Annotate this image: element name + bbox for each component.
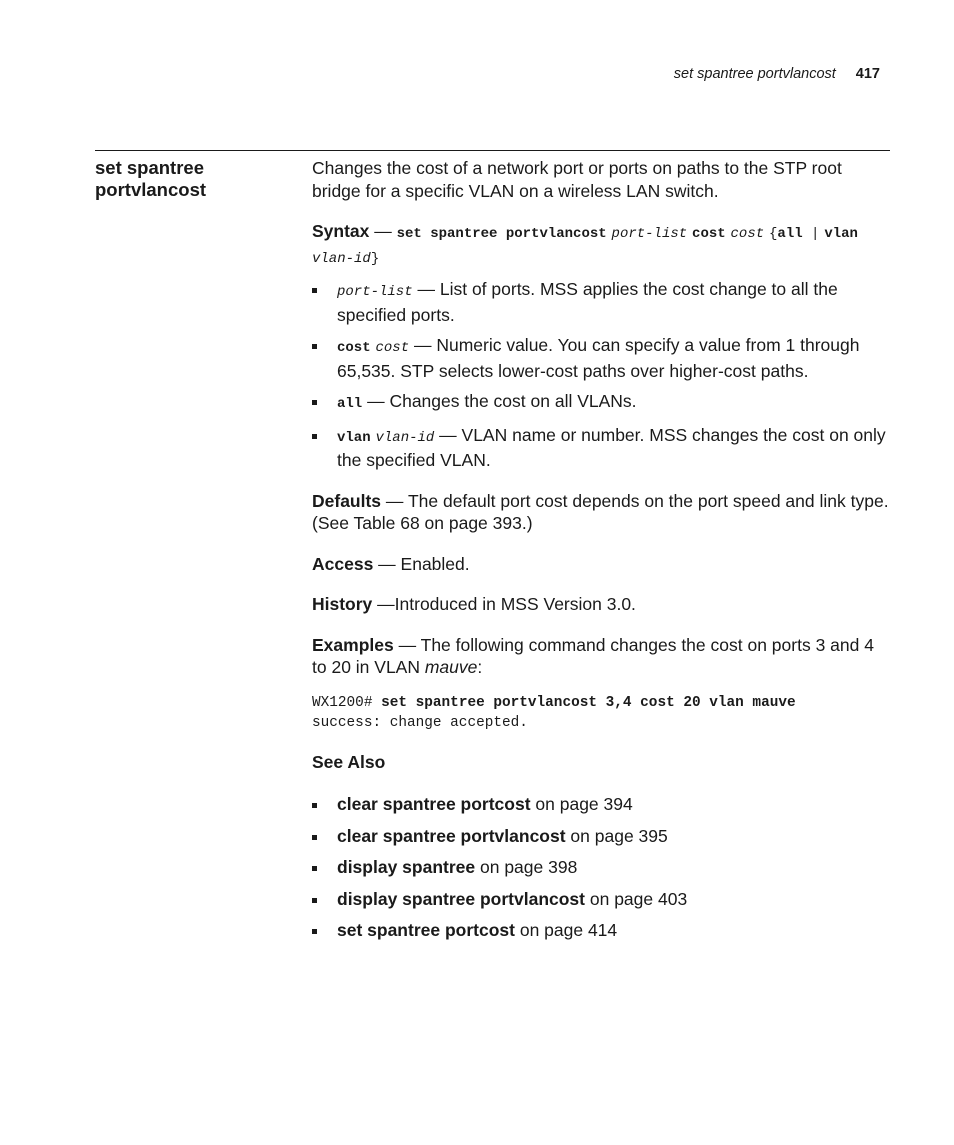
section-title xyxy=(95,157,295,201)
syntax-pipe: | xyxy=(802,226,820,242)
list-item xyxy=(312,888,890,911)
see-also-ref[interactable]: on page 395 xyxy=(565,825,668,846)
see-also-link[interactable]: display spantree portvlancost xyxy=(337,888,585,909)
see-also-ref[interactable]: on page 398 xyxy=(475,857,578,877)
history xyxy=(312,593,890,616)
syntax-label: Syntax xyxy=(312,221,370,241)
syntax-keyword-all: all xyxy=(777,226,803,242)
list-item xyxy=(312,390,890,416)
param-term: vlan-id xyxy=(375,429,435,446)
see-also-ref[interactable]: on page 414 xyxy=(514,920,618,940)
param-text: — Changes the cost on all VLANs. xyxy=(362,391,637,411)
list-item xyxy=(312,856,890,879)
param-term: cost xyxy=(375,340,410,356)
syntax-keyword-vlan: vlan xyxy=(824,226,858,242)
code-prompt: WX1200# xyxy=(312,694,382,711)
param-keyword: vlan xyxy=(337,429,371,446)
see-also-list xyxy=(312,793,890,942)
section-title-line1: set spantree xyxy=(95,157,204,178)
param-term: port-list xyxy=(337,284,413,300)
param-text: — Numeric value. You can specify a value from 1 through 65,535. STP selects lower-cost paths over higher-cost paths. xyxy=(337,335,860,381)
history-label: History xyxy=(312,594,373,614)
page-number: 417 xyxy=(855,66,880,82)
examples-vlan-name: mauve xyxy=(424,657,478,677)
list-item xyxy=(312,793,890,816)
defaults xyxy=(312,490,890,535)
code-output: success: change accepted. xyxy=(312,714,528,731)
examples-text: — The following command changes the cost on ports 3 and 4 to 20 in VLAN xyxy=(312,634,874,677)
syntax-brace-open: { xyxy=(769,226,778,242)
param-text: — List of ports. MSS applies the cost change to all the specified ports. xyxy=(337,279,838,325)
history-text: —Introduced in MSS Version 3.0. xyxy=(372,594,636,614)
syntax-keyword-cost: cost xyxy=(692,226,726,242)
code-example xyxy=(312,693,890,733)
access-text: — Enabled. xyxy=(373,553,470,574)
examples xyxy=(312,634,890,679)
defaults-text: — The default port cost depends on the port speed and link type. (See Table 68 on page 393.) xyxy=(312,490,889,533)
examples-label: Examples xyxy=(312,634,394,655)
syntax-arg-vlan-id: vlan-id xyxy=(312,251,371,267)
list-item xyxy=(312,334,890,382)
section-body xyxy=(312,157,890,951)
list-item xyxy=(312,424,890,472)
syntax-arg-cost: cost xyxy=(730,226,765,242)
list-item xyxy=(312,919,890,942)
parameter-list xyxy=(312,278,890,472)
see-also-link[interactable]: clear spantree portcost xyxy=(337,794,531,814)
examples-colon: : xyxy=(477,657,483,677)
list-item xyxy=(312,278,890,326)
param-keyword: cost xyxy=(337,340,371,356)
see-also-ref[interactable]: on page 394 xyxy=(530,794,633,814)
description: Changes the cost of a network port or ports on paths to the STP root bridge for a specific VLAN on a wireless LAN switch. xyxy=(312,158,842,201)
syntax-line xyxy=(312,220,890,270)
defaults-label: Defaults xyxy=(312,490,382,511)
access-label: Access xyxy=(312,553,374,574)
running-header xyxy=(674,66,880,82)
see-also-link[interactable]: set spantree portcost xyxy=(337,920,515,940)
syntax-arg-port-list: port-list xyxy=(611,226,688,242)
param-text: — VLAN name or number. MSS changes the cost on only the specified VLAN. xyxy=(337,424,886,470)
access xyxy=(312,553,890,576)
list-item xyxy=(312,825,890,848)
section-rule xyxy=(95,150,890,151)
see-also-heading: See Also xyxy=(312,751,386,772)
see-also-ref[interactable]: on page 403 xyxy=(585,888,688,909)
section-title-line2: portvlancost xyxy=(95,179,207,200)
see-also-link[interactable]: display spantree xyxy=(337,857,476,877)
syntax-brace-close: } xyxy=(370,251,380,267)
syntax-dash: — xyxy=(369,221,397,241)
param-keyword: all xyxy=(337,396,363,412)
running-header-title: set spantree portvlancost xyxy=(673,66,836,82)
see-also-link[interactable]: clear spantree portvlancost xyxy=(337,825,566,846)
syntax-cmd: set spantree portvlancost xyxy=(396,226,607,242)
code-command: set spantree portvlancost 3,4 cost 20 vlan mauve xyxy=(381,694,796,711)
